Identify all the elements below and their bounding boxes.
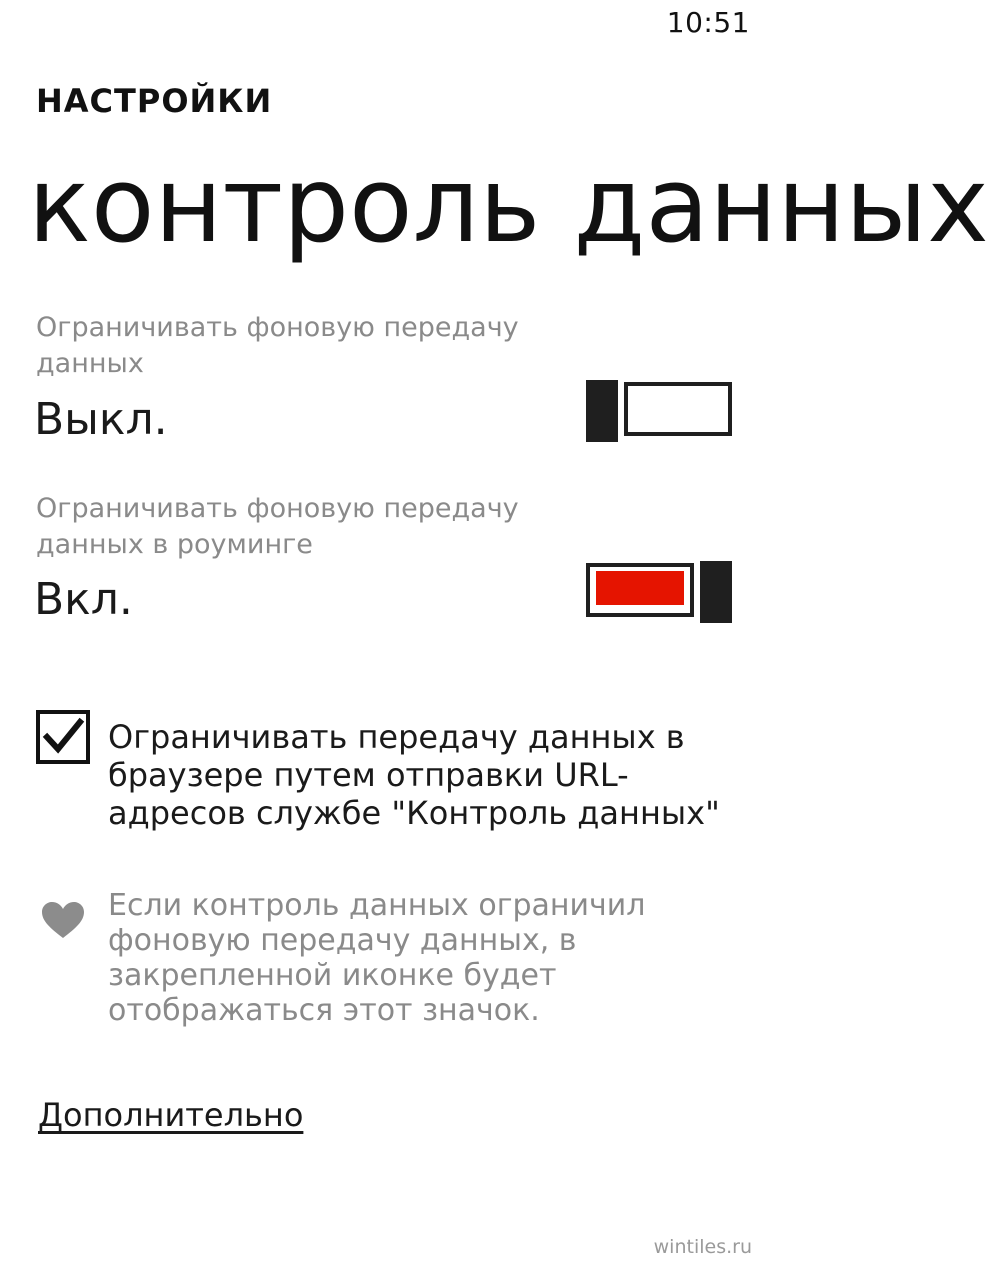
- background-data-value: Выкл.: [34, 394, 168, 445]
- toggle-track: [624, 382, 732, 436]
- roaming-data-label: Ограничивать фоновую передачу данных в роуминге: [36, 493, 519, 560]
- browser-option-checkbox[interactable]: [36, 710, 90, 764]
- browser-option-label: Ограничивать передачу данных в браузере путем отправки URL-адресов службе "Контроль данных": [108, 718, 720, 832]
- info-text: Если контроль данных ограничил фоновую передачу данных, в закрепленной иконке будет отображаться этот значок.: [108, 888, 646, 1028]
- roaming-data-toggle[interactable]: [586, 561, 732, 623]
- page-title: контроль данных: [28, 144, 989, 266]
- checkmark-icon: [40, 714, 86, 760]
- background-data-toggle[interactable]: [586, 380, 732, 442]
- toggle-fill: [596, 571, 684, 605]
- app-title: НАСТРОЙКИ: [36, 82, 273, 120]
- background-data-label: Ограничивать фоновую передачу данных: [36, 312, 519, 379]
- watermark: wintiles.ru: [653, 1236, 752, 1258]
- more-link[interactable]: Дополнительно: [38, 1096, 304, 1134]
- status-bar-time: 10:51: [666, 6, 750, 39]
- heart-icon: [40, 900, 86, 940]
- roaming-data-value: Вкл.: [34, 574, 133, 625]
- toggle-thumb: [700, 561, 732, 623]
- toggle-thumb: [586, 380, 618, 442]
